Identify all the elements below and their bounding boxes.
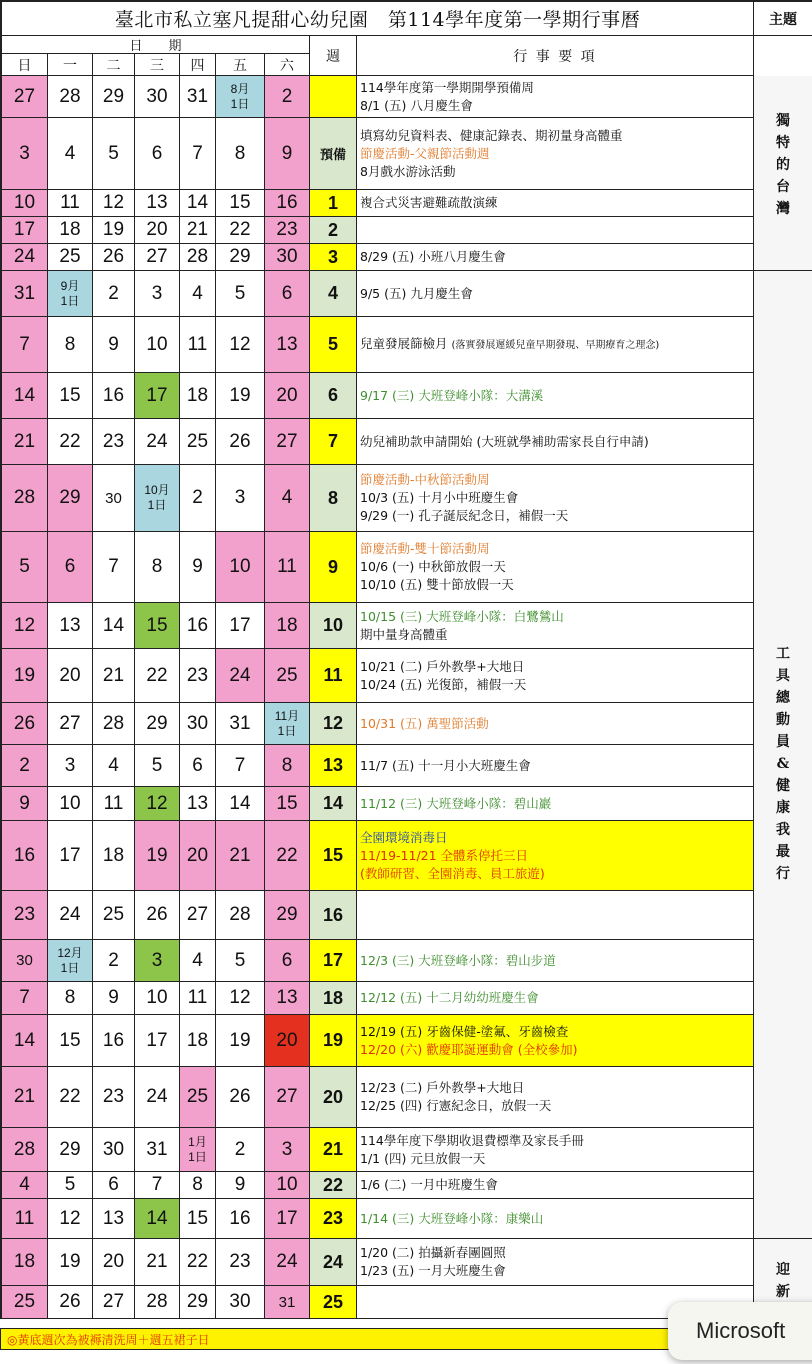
date-cell: 21 <box>0 419 48 465</box>
date-cell: 23 <box>216 1239 265 1286</box>
week-number: 25 <box>310 1286 357 1319</box>
date-cell: 23 <box>93 419 135 465</box>
event-item: 114學年度第一學期開學預備周 <box>360 79 534 95</box>
date-cell: 28 <box>93 703 135 745</box>
date-cell: 19 <box>216 1015 265 1067</box>
date-cell: 29 <box>48 465 93 532</box>
event-item: 12/20 (六) 歡慶耶誕運動會 (全校參加) <box>360 1041 578 1057</box>
event-item: 10/24 (五) 光復節，補假一天 <box>360 676 527 692</box>
date-cell: 10 <box>0 190 48 217</box>
event-item: 10/15 (三) 大班登峰小隊：白鷺鷥山 <box>360 608 564 624</box>
event-cell <box>357 703 754 745</box>
event-item: 10/21 (二) 戶外教學+大地日 <box>360 658 525 674</box>
date-cell: 10 <box>135 317 180 373</box>
date-cell: 24 <box>0 244 48 271</box>
theme-unique-taiwan: 獨 特 的 台 灣 <box>754 76 812 271</box>
weekday-2: 二 <box>93 54 135 76</box>
date-cell: 4 <box>48 118 93 190</box>
date-cell: 15 <box>48 1015 93 1067</box>
date-cell: 30 <box>180 703 216 745</box>
date-cell: 17 <box>265 1199 310 1239</box>
date-cell: 4 <box>265 465 310 532</box>
date-cell: 12 <box>48 1199 93 1239</box>
date-cell: 3 <box>0 118 48 190</box>
date-cell: 20 <box>180 821 216 891</box>
date-cell: 16 <box>93 373 135 419</box>
date-cell: 14 <box>180 190 216 217</box>
date-cell: 25 <box>48 244 93 271</box>
date-cell: 3 <box>265 1128 310 1172</box>
date-cell: 30 <box>93 1128 135 1172</box>
date-cell: 9 <box>180 532 216 603</box>
date-cell: 7 <box>93 532 135 603</box>
weekday-5: 五 <box>216 54 265 76</box>
week-number: 23 <box>310 1199 357 1239</box>
event-cell <box>357 118 754 190</box>
event-item: 12/23 (二) 戶外教學+大地日 <box>360 1080 525 1095</box>
date-cell: 13 <box>93 1199 135 1239</box>
date-cell: 7 <box>135 1172 180 1199</box>
event-item: 9/5 (五) 九月慶生會 <box>360 285 473 301</box>
date-cell: 24 <box>216 649 265 703</box>
date-cell: 26 <box>216 419 265 465</box>
date-cell: 19 <box>93 217 135 244</box>
date-cell: 7 <box>0 317 48 373</box>
date-cell: 21 <box>180 217 216 244</box>
date-cell: 5 <box>216 940 265 982</box>
date-cell: 12 <box>216 317 265 373</box>
week-number: 9 <box>310 532 357 603</box>
date-cell: 8 <box>216 118 265 190</box>
event-item: 9/29 (一) 孔子誕辰紀念日，補假一天 <box>360 508 569 523</box>
date-cell: 17 <box>216 603 265 649</box>
event-item: 期中量身高體重 <box>360 626 448 642</box>
date-cell: 22 <box>180 1239 216 1286</box>
date-cell: 30 <box>93 465 135 532</box>
date-cell: 30 <box>0 940 48 982</box>
event-item: (教師研習、全園消毒、員工旅遊) <box>360 865 545 881</box>
date-cell: 9月 1日 <box>48 271 93 317</box>
date-cell: 8 <box>265 745 310 787</box>
date-cell: 24 <box>265 1239 310 1286</box>
date-cell: 26 <box>135 891 180 940</box>
date-cell: 18 <box>265 603 310 649</box>
event-item: 12/3 (三) 大班登峰小隊：碧山步道 <box>360 952 556 968</box>
event-item: 11/12 (三) 大班登峰小隊：碧山巖 <box>360 795 552 811</box>
date-cell: 1月 1日 <box>180 1128 216 1172</box>
date-cell: 26 <box>216 1067 265 1128</box>
date-cell: 27 <box>265 1067 310 1128</box>
date-cell: 11 <box>0 1199 48 1239</box>
date-cell: 6 <box>180 745 216 787</box>
event-cell <box>357 271 754 317</box>
date-cell: 8月 1日 <box>216 76 265 118</box>
date-cell: 2 <box>216 1128 265 1172</box>
event-cell <box>357 1239 754 1286</box>
event-cell <box>357 217 754 244</box>
date-cell: 18 <box>0 1239 48 1286</box>
date-cell: 6 <box>93 1172 135 1199</box>
page-title: 臺北市私立塞凡提甜心幼兒園 第114學年度第一學期行事曆 <box>0 0 754 36</box>
date-cell: 11 <box>180 317 216 373</box>
date-cell: 29 <box>93 76 135 118</box>
date-cell: 7 <box>216 745 265 787</box>
event-item: 9/17 (三) 大班登峰小隊：大溝溪 <box>360 387 544 403</box>
date-cell: 15 <box>180 1199 216 1239</box>
date-cell: 20 <box>135 217 180 244</box>
date-cell: 19 <box>0 649 48 703</box>
date-cell: 31 <box>180 76 216 118</box>
date-cell: 7 <box>180 118 216 190</box>
date-cell: 31 <box>135 1128 180 1172</box>
event-item: 1/1 (四) 元旦放假一天 <box>360 1150 486 1166</box>
date-cell: 25 <box>93 891 135 940</box>
date-cell: 6 <box>265 271 310 317</box>
date-cell: 26 <box>93 244 135 271</box>
date-cell: 22 <box>48 1067 93 1128</box>
date-cell: 29 <box>265 891 310 940</box>
week-number: 17 <box>310 940 357 982</box>
event-item: 兒童發展篩檢月 (落實發展遲緩兒童早期發現、早期療育之理念) <box>360 335 660 351</box>
week-number: 7 <box>310 419 357 465</box>
event-item: 節慶活動-父親節活動週 <box>360 145 490 161</box>
date-cell: 5 <box>216 271 265 317</box>
theme-tool-mobilization: 工 具 總 動 員 & 健 康 我 最 行 <box>754 271 812 1239</box>
event-item: 1/20 (二) 拍攝新春團圓照 <box>360 1245 506 1260</box>
weekday-0: 日 <box>0 54 48 76</box>
event-item: 1/23 (五) 一月大班慶生會 <box>360 1263 506 1278</box>
date-cell: 16 <box>0 821 48 891</box>
date-cell: 26 <box>0 703 48 745</box>
date-cell: 28 <box>0 1128 48 1172</box>
event-item: 節慶活動-雙十節活動周 <box>360 541 490 556</box>
event-cell <box>357 787 754 821</box>
date-cell: 10月 1日 <box>135 465 180 532</box>
date-cell: 11 <box>265 532 310 603</box>
date-cell: 14 <box>216 787 265 821</box>
date-cell: 31 <box>265 1286 310 1319</box>
date-cell: 17 <box>135 1015 180 1067</box>
date-cell: 19 <box>216 373 265 419</box>
date-cell: 4 <box>93 745 135 787</box>
date-cell: 24 <box>135 1067 180 1128</box>
date-cell: 9 <box>0 787 48 821</box>
date-cell: 4 <box>0 1172 48 1199</box>
date-cell: 2 <box>0 745 48 787</box>
date-cell: 30 <box>265 244 310 271</box>
event-item: 10/10 (五) 雙十節放假一天 <box>360 577 514 592</box>
date-cell: 29 <box>216 244 265 271</box>
date-cell: 27 <box>265 419 310 465</box>
date-cell: 29 <box>135 703 180 745</box>
date-cell: 18 <box>180 1015 216 1067</box>
week-header: 週 <box>310 36 357 76</box>
date-cell: 6 <box>48 532 93 603</box>
event-item: 8/29 (五) 小班八月慶生會 <box>360 249 506 264</box>
date-cell: 23 <box>93 1067 135 1128</box>
date-cell: 21 <box>216 821 265 891</box>
date-cell: 28 <box>180 244 216 271</box>
date-cell: 28 <box>216 891 265 940</box>
event-item: 11/19-11/21 全體系停托三日 <box>360 847 529 863</box>
event-item: 節慶活動-中秋節活動周 <box>360 472 490 487</box>
date-cell: 9 <box>265 118 310 190</box>
event-cell <box>357 1128 754 1172</box>
date-cell: 22 <box>135 649 180 703</box>
event-cell <box>357 419 754 465</box>
date-cell: 10 <box>48 787 93 821</box>
date-cell: 28 <box>135 1286 180 1319</box>
event-cell <box>357 649 754 703</box>
date-cell: 2 <box>265 76 310 118</box>
event-cell <box>357 244 754 271</box>
event-cell <box>357 1015 754 1067</box>
week-number: 2 <box>310 217 357 244</box>
date-cell: 21 <box>135 1239 180 1286</box>
date-cell: 20 <box>265 1015 310 1067</box>
date-cell: 5 <box>48 1172 93 1199</box>
date-cell: 2 <box>180 465 216 532</box>
date-cell: 23 <box>0 891 48 940</box>
week-number: 10 <box>310 603 357 649</box>
event-item: 1/14 (三) 大班登峰小隊：康樂山 <box>360 1210 544 1226</box>
week-number <box>310 76 357 118</box>
event-item: 12/19 (五) 牙齒保健-塗氟、牙齒檢查 <box>360 1023 569 1039</box>
date-cell: 16 <box>216 1199 265 1239</box>
date-cell: 22 <box>216 217 265 244</box>
weekday-6: 六 <box>265 54 310 76</box>
date-cell: 19 <box>48 1239 93 1286</box>
date-cell: 24 <box>135 419 180 465</box>
week-number: 16 <box>310 891 357 940</box>
event-cell <box>357 190 754 217</box>
date-cell: 25 <box>0 1286 48 1319</box>
week-number: 1 <box>310 190 357 217</box>
date-cell: 23 <box>180 649 216 703</box>
date-cell: 3 <box>216 465 265 532</box>
weekday-4: 四 <box>180 54 216 76</box>
event-item: 12/25 (四) 行憲紀念日，放假一天 <box>360 1098 552 1113</box>
date-cell: 20 <box>93 1239 135 1286</box>
event-item: 複合式災害避難疏散演練 <box>360 195 498 210</box>
event-cell <box>357 745 754 787</box>
week-number: 4 <box>310 271 357 317</box>
date-cell: 13 <box>265 317 310 373</box>
date-cell: 6 <box>265 940 310 982</box>
date-cell: 9 <box>93 317 135 373</box>
date-cell: 16 <box>180 603 216 649</box>
event-item: 8/1 (五) 八月慶生會 <box>360 97 473 113</box>
date-cell: 8 <box>135 532 180 603</box>
week-number: 5 <box>310 317 357 373</box>
event-cell <box>357 532 754 603</box>
weekday-3: 三 <box>135 54 180 76</box>
date-cell: 31 <box>216 703 265 745</box>
date-cell: 12 <box>135 787 180 821</box>
date-cell: 3 <box>48 745 93 787</box>
date-cell: 19 <box>135 821 180 891</box>
event-cell <box>357 1172 754 1199</box>
date-cell: 12 <box>0 603 48 649</box>
date-cell: 15 <box>48 373 93 419</box>
week-number: 21 <box>310 1128 357 1172</box>
date-cell: 18 <box>48 217 93 244</box>
event-cell <box>357 76 754 118</box>
event-cell <box>357 891 754 940</box>
date-cell: 17 <box>48 821 93 891</box>
week-number: 11 <box>310 649 357 703</box>
date-cell: 8 <box>180 1172 216 1199</box>
theme-column-header: 主題 <box>754 0 812 36</box>
week-number: 14 <box>310 787 357 821</box>
weekday-1: 一 <box>48 54 93 76</box>
date-cell: 12 <box>93 190 135 217</box>
date-cell: 13 <box>135 190 180 217</box>
week-number: 22 <box>310 1172 357 1199</box>
event-cell <box>357 603 754 649</box>
date-cell: 18 <box>180 373 216 419</box>
events-header: 行 事 要 項 <box>357 36 754 76</box>
date-cell: 13 <box>180 787 216 821</box>
date-cell: 26 <box>48 1286 93 1319</box>
theme-welcome-spring: 迎 新 <box>754 1239 812 1328</box>
date-cell: 11 <box>93 787 135 821</box>
event-item: 全園環境消毒日 <box>360 829 448 845</box>
date-cell: 31 <box>0 271 48 317</box>
date-cell: 11 <box>180 982 216 1015</box>
date-cell: 14 <box>0 1015 48 1067</box>
date-cell: 14 <box>0 373 48 419</box>
date-cell: 17 <box>135 373 180 419</box>
date-cell: 9 <box>216 1172 265 1199</box>
date-cell: 29 <box>48 1128 93 1172</box>
week-number: 3 <box>310 244 357 271</box>
date-cell: 23 <box>265 217 310 244</box>
date-cell: 25 <box>180 1067 216 1128</box>
date-cell: 14 <box>93 603 135 649</box>
week-number: 13 <box>310 745 357 787</box>
event-cell <box>357 373 754 419</box>
app-tooltip[interactable]: Microsoft <box>668 1302 812 1360</box>
date-cell: 25 <box>180 419 216 465</box>
date-cell: 4 <box>180 940 216 982</box>
date-header: 日 期 <box>0 36 310 54</box>
event-item: 幼兒補助款申請開始 (大班就學補助需家長自行申請) <box>360 433 649 449</box>
date-cell: 4 <box>180 271 216 317</box>
date-cell: 5 <box>135 745 180 787</box>
week-number: 24 <box>310 1239 357 1286</box>
date-cell: 3 <box>135 940 180 982</box>
event-cell <box>357 317 754 373</box>
date-cell: 15 <box>216 190 265 217</box>
week-number: 12 <box>310 703 357 745</box>
date-cell: 15 <box>135 603 180 649</box>
date-cell: 10 <box>216 532 265 603</box>
event-item: 12/12 (五) 十二月幼幼班慶生會 <box>360 990 539 1005</box>
date-cell: 13 <box>265 982 310 1015</box>
date-cell: 9 <box>93 982 135 1015</box>
date-cell: 14 <box>135 1199 180 1239</box>
date-cell: 16 <box>265 190 310 217</box>
date-cell: 2 <box>93 271 135 317</box>
date-cell: 12 <box>216 982 265 1015</box>
event-item: 填寫幼兒資料表、健康記錄表、期初量身高體重 <box>360 127 623 143</box>
date-cell: 7 <box>0 982 48 1015</box>
date-cell: 25 <box>265 649 310 703</box>
week-number: 預備 <box>310 118 357 190</box>
date-cell: 28 <box>48 76 93 118</box>
date-cell: 17 <box>0 217 48 244</box>
date-cell: 30 <box>216 1286 265 1319</box>
event-item: 10/3 (五) 十月小中班慶生會 <box>360 490 519 505</box>
date-cell: 10 <box>135 982 180 1015</box>
date-cell: 8 <box>48 317 93 373</box>
date-cell: 18 <box>93 821 135 891</box>
date-cell: 3 <box>135 271 180 317</box>
date-cell: 29 <box>180 1286 216 1319</box>
date-cell: 22 <box>265 821 310 891</box>
week-number: 19 <box>310 1015 357 1067</box>
event-cell <box>357 1199 754 1239</box>
date-cell: 11 <box>48 190 93 217</box>
date-cell: 21 <box>0 1067 48 1128</box>
date-cell: 30 <box>135 76 180 118</box>
event-item: 114學年度下學期收退費標準及家長手冊 <box>360 1132 584 1148</box>
week-number: 8 <box>310 465 357 532</box>
event-cell <box>357 821 754 891</box>
event-cell <box>357 982 754 1015</box>
date-cell: 24 <box>48 891 93 940</box>
event-cell <box>357 1067 754 1128</box>
date-cell: 20 <box>48 649 93 703</box>
date-cell: 27 <box>48 703 93 745</box>
date-cell: 10 <box>265 1172 310 1199</box>
footer-note: ◎黃底週次為被褥清洗周＋週五裙子日 <box>0 1328 754 1350</box>
event-item: 1/6 (二) 一月中班慶生會 <box>360 1177 498 1192</box>
date-cell: 27 <box>135 244 180 271</box>
event-cell <box>357 940 754 982</box>
date-cell: 5 <box>93 118 135 190</box>
event-item: 10/31 (五) 萬聖節活動 <box>360 715 489 731</box>
event-cell <box>357 465 754 532</box>
date-cell: 2 <box>93 940 135 982</box>
date-cell: 11月 1日 <box>265 703 310 745</box>
date-cell: 27 <box>0 76 48 118</box>
event-item: 10/6 (一) 中秋節放假一天 <box>360 559 506 574</box>
event-item: 8月戲水游泳活動 <box>360 163 456 179</box>
date-cell: 6 <box>135 118 180 190</box>
week-number: 15 <box>310 821 357 891</box>
date-cell: 5 <box>0 532 48 603</box>
week-number: 6 <box>310 373 357 419</box>
date-cell: 16 <box>93 1015 135 1067</box>
date-cell: 13 <box>48 603 93 649</box>
date-cell: 22 <box>48 419 93 465</box>
week-number: 18 <box>310 982 357 1015</box>
date-cell: 20 <box>265 373 310 419</box>
date-cell: 28 <box>0 465 48 532</box>
date-cell: 27 <box>93 1286 135 1319</box>
date-cell: 27 <box>180 891 216 940</box>
week-number: 20 <box>310 1067 357 1128</box>
date-cell: 12月 1日 <box>48 940 93 982</box>
date-cell: 8 <box>48 982 93 1015</box>
date-cell: 15 <box>265 787 310 821</box>
date-cell: 21 <box>93 649 135 703</box>
event-item: 11/7 (五) 十一月小大班慶生會 <box>360 757 531 773</box>
